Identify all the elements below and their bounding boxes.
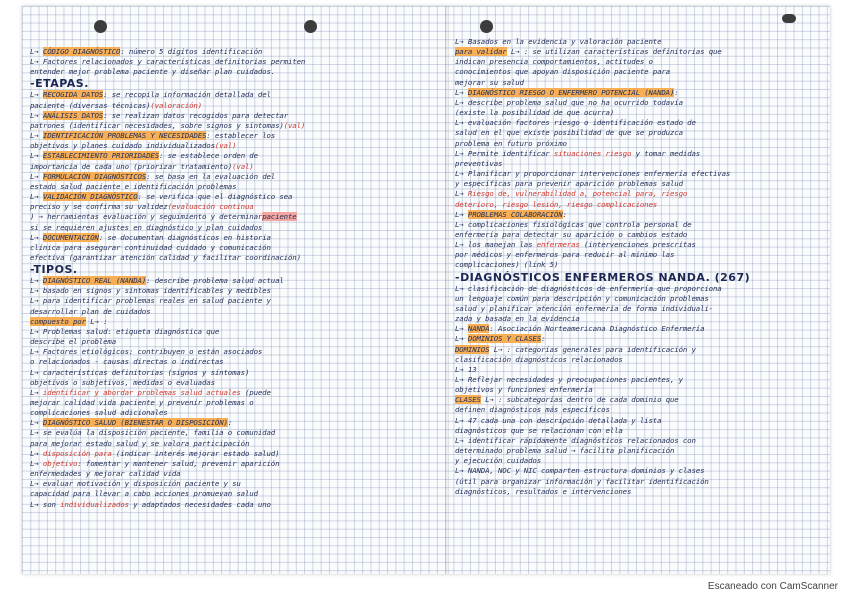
line-text: (intervenciones prescritas — [579, 240, 696, 250]
line-text: y ejecución cuidados — [455, 456, 541, 466]
line-text: salud en el que existe posibilidad de que se produzca — [455, 128, 683, 138]
notebook-sheet — [22, 6, 830, 574]
note-line — [455, 385, 825, 395]
note-line — [30, 388, 434, 398]
note-line — [455, 98, 825, 108]
line-text: : subcategorías dentro de cada dominio que — [498, 395, 679, 405]
line-text: L→ — [85, 316, 104, 326]
line-text: paciente (diversas técnicas) — [30, 100, 151, 110]
note-line — [455, 365, 825, 375]
note-line — [30, 500, 434, 510]
line-text: : — [541, 334, 546, 344]
note-line — [455, 149, 825, 159]
note-line — [455, 67, 825, 77]
arrow-prefix: L→ — [455, 334, 468, 344]
note-line — [455, 466, 825, 476]
arrow-prefix: L→ — [455, 87, 468, 97]
line-text: y adaptados necesidades cada uno — [128, 499, 271, 509]
note-line — [455, 159, 825, 169]
line-text: : se recopila información detallada del — [103, 90, 271, 100]
line-text: (puede — [240, 387, 271, 397]
note-line — [455, 260, 825, 270]
line-text: importancia de cada uno (priorizar tratamiento) — [30, 161, 233, 171]
red-ink-text: disposición para — [42, 448, 112, 458]
line-text: L→ 13 — [455, 364, 477, 374]
note-line — [30, 317, 434, 327]
note-line — [455, 345, 825, 355]
binder-hole — [94, 20, 107, 33]
note-line — [30, 101, 434, 111]
note-line — [455, 169, 825, 179]
note-line — [30, 418, 434, 428]
line-text: L→ para identificar problemas reales en salud paciente y — [30, 296, 271, 306]
note-line — [30, 307, 434, 317]
section-heading: -ETAPAS. — [30, 77, 89, 91]
highlighted-term: CÓDIGO DIAGNÓSTICO — [42, 47, 121, 56]
note-line — [30, 111, 434, 121]
line-text: L→ clasificación de diagnósticos de enfermería que proporciona — [455, 283, 722, 293]
note-line — [455, 294, 825, 304]
right-page — [455, 37, 825, 497]
note-line — [30, 90, 434, 100]
line-text: L→ — [506, 47, 524, 57]
arrow-prefix: L→ — [30, 276, 43, 286]
highlighted-term: DIAGNÓSTICO SALUD (BIENESTAR O DISPOSICIÓN) — [42, 418, 228, 428]
line-text: : se verifica que el diagnóstico sea — [137, 192, 293, 202]
note-line — [30, 378, 434, 388]
note-line — [30, 172, 434, 182]
arrow-prefix: L→ — [30, 47, 43, 56]
line-text: (existe la posibilidad de que ocurra) — [455, 108, 615, 118]
binder-hole — [480, 20, 493, 33]
red-ink-text: (val) — [232, 161, 254, 171]
note-line — [455, 284, 825, 294]
line-text: L→ — [30, 387, 43, 397]
highlighted-term: NANDA — [467, 324, 490, 334]
note-line — [30, 337, 434, 347]
line-text: patrones (identificar necesidades, sobre signos y síntomas) — [30, 120, 284, 130]
line-text: L→ son — [30, 499, 61, 509]
note-line — [30, 141, 434, 151]
note-line — [455, 220, 825, 230]
note-line — [455, 179, 825, 189]
arrow-prefix: L→ — [455, 324, 468, 334]
line-text: L→ los manejan las — [455, 240, 537, 250]
note-line — [455, 405, 825, 415]
line-text: : — [674, 87, 679, 97]
line-text: efectiva (garantizar atención calidad y facilitar coordinación) — [30, 252, 301, 262]
line-text: L→ — [30, 448, 43, 458]
note-line — [30, 202, 434, 212]
note-line — [30, 192, 434, 202]
line-text: problema en futuro próximo — [455, 138, 567, 148]
note-line — [30, 233, 434, 243]
line-text: : categorías generales para identificación y — [506, 344, 696, 354]
line-text: L→ Permite identificar — [455, 148, 554, 158]
note-line — [30, 212, 434, 222]
red-ink-text: (valoración) — [150, 100, 202, 110]
line-text: : establecer los — [206, 131, 276, 141]
note-line — [455, 118, 825, 128]
note-line — [455, 57, 825, 67]
note-line — [30, 162, 434, 172]
line-text: (útil para organizar información y facilitar identificación — [455, 476, 709, 486]
highlighted-term: DOCUMENTACIÓN — [42, 232, 99, 242]
line-text: L→ Planificar y proporcionar intervenciones enfermería efectivas — [455, 169, 731, 179]
note-line — [455, 78, 825, 88]
highlighted-term: DOMINIOS — [455, 344, 490, 354]
arrow-prefix: L→ — [30, 418, 43, 428]
note-line — [30, 469, 434, 479]
line-text: diagnósticos que se relacionan con ella — [455, 425, 623, 435]
binder-hole — [782, 14, 796, 23]
red-ink-text: Riesgo de, vulnerabilidad a, potencial para, riesgo — [467, 189, 688, 199]
line-text: enfermedades y mejorar calidad vida — [30, 469, 181, 479]
note-line — [455, 487, 825, 497]
note-line — [30, 449, 434, 459]
red-ink-text: enfermeras — [536, 240, 580, 250]
line-text: describe el problema — [30, 337, 116, 347]
line-text: para mejorar estado salud y se valora participación — [30, 438, 250, 448]
line-text: si se requieren ajustes en diagnóstico y plan cuidados — [30, 222, 263, 232]
highlighted-term: DIAGNÓSTICO REAL (NANDA) — [42, 276, 147, 286]
note-line — [455, 375, 825, 385]
line-text: capacidad para llevar a cabo acciones promuevan salud — [30, 489, 258, 499]
red-ink-text: deterioro, riesgo lesión, riesgo complicaciones — [455, 199, 658, 209]
line-text: : Asociación Norteamericana Diagnóstico Enfermería — [489, 324, 705, 334]
line-text: : se utilizan características definitorias que — [523, 47, 722, 57]
line-text: complicaciones) (link 5) — [455, 260, 559, 270]
line-text: mejorar calidad vida paciente y prevenir problemas o — [30, 398, 254, 407]
line-text: estado salud paciente e identificación problemas — [30, 181, 237, 191]
note-line — [455, 426, 825, 436]
highlighted-term: para validar — [455, 47, 507, 57]
note-line — [455, 88, 825, 98]
line-text: definen diagnósticos más específicos — [455, 405, 610, 415]
line-text: : — [562, 209, 567, 219]
arrow-prefix: L→ — [30, 192, 43, 202]
red-ink-text: (val) — [283, 120, 306, 130]
note-line — [455, 355, 825, 365]
section-heading: -TIPOS. — [30, 263, 78, 277]
red-ink-text: individualizados — [60, 499, 129, 509]
note-line — [30, 296, 434, 306]
note-line — [455, 47, 825, 57]
note-line — [30, 398, 434, 408]
note-line — [30, 223, 434, 233]
line-text: indican presencia comportamientos, actitudes o — [455, 57, 653, 67]
line-text: : se basa en la evaluación del — [146, 171, 276, 181]
line-text: L→ — [489, 344, 507, 354]
note-line — [30, 47, 434, 57]
note-line — [30, 459, 434, 469]
line-text: L→ Reflejar necesidades y preocupaciones pacientes, y — [455, 375, 683, 384]
line-text: L→ Factores etiológicos: contribuyen o están asociados — [30, 347, 263, 357]
note-line — [455, 240, 825, 250]
line-text: : se realizan datos recogidos para detectar — [103, 110, 288, 120]
highlighted-term: DIAGNÓSTICO RIESGO O ENFERMERO POTENCIAL (NANDA) — [467, 87, 675, 97]
scanner-watermark: Escaneado con CamScanner — [707, 581, 838, 592]
line-text: : fomentar y mantener salud, prevenir aparición — [77, 458, 280, 468]
line-text: (indicar interés mejorar estado salud) — [111, 448, 280, 458]
note-line — [30, 57, 434, 67]
note-line — [455, 200, 825, 210]
note-line — [455, 230, 825, 240]
note-line — [30, 408, 434, 418]
note-line — [30, 286, 434, 296]
highlighted-term: ESTABLECIMIENTO PRIORIDADES — [42, 151, 159, 161]
note-line — [30, 357, 434, 367]
note-line — [30, 489, 434, 499]
line-text: : describe problema salud actual — [146, 276, 284, 286]
line-text: zada y basada en la evidencia — [455, 314, 580, 324]
line-text: L→ describe problema salud que no ha ocurrido todavía — [455, 97, 683, 107]
line-text: L→ características definitorias (signos y síntomas) — [30, 367, 250, 377]
line-text: y tomar medidas — [631, 148, 701, 158]
highlighted-term: paciente — [262, 212, 297, 222]
arrow-prefix: L→ — [455, 209, 468, 219]
line-text: y específicas para prevenir aparición problemas salud — [455, 179, 683, 189]
note-line — [455, 139, 825, 149]
line-text: conocimientos que apoyan disposición paciente para — [455, 67, 670, 77]
line-text: entender mejor problema paciente y diseñar plan cuidados. — [30, 67, 276, 77]
line-text: : — [227, 418, 233, 428]
highlighted-term: DOMINIOS Y CLASES — [467, 334, 541, 344]
line-text: objetivos o subjetivos, medidas o evaluadas — [30, 377, 215, 387]
section-heading: -DIAGNÓSTICOS ENFERMEROS NANDA. (267) — [455, 270, 751, 284]
line-text: L→ — [455, 189, 468, 199]
line-text: objetivos y planes cuidado individualizados — [30, 141, 215, 151]
highlighted-term: VALIDACIÓN DIAGNÓSTICO — [42, 192, 138, 202]
note-line — [30, 67, 434, 77]
note-line — [455, 477, 825, 487]
line-text: diagnósticos, resultados e intervenciones — [455, 486, 632, 496]
note-line — [455, 210, 825, 220]
note-line — [30, 131, 434, 141]
note-line — [30, 439, 434, 449]
line-text: por médicos y enfermeros para reducir al mínimo las — [455, 250, 675, 260]
line-text: objetivos y funciones enfermería — [455, 385, 593, 395]
note-line — [30, 428, 434, 438]
line-text: : — [103, 316, 108, 326]
line-text: L→ Factores relacionados y características definitorias permiten — [30, 57, 306, 67]
note-line — [30, 253, 434, 263]
note-line — [455, 446, 825, 456]
red-ink-text: (evaluación continua — [167, 202, 254, 212]
line-text: L→ NANDA, NOC y NIC comparten estructura dominios y clases — [455, 466, 705, 476]
arrow-prefix: L→ — [30, 90, 43, 100]
note-line — [455, 416, 825, 426]
line-text: L→ Basados en la evidencia y valoración paciente — [455, 37, 662, 46]
highlighted-term: CLASES — [455, 395, 481, 405]
line-text: L→ se evalúa la disposición paciente, familia o comunidad — [30, 428, 276, 438]
line-text: L→ — [480, 395, 499, 405]
red-ink-text: (val) — [214, 141, 237, 151]
note-line — [30, 276, 434, 286]
note-line — [455, 250, 825, 260]
line-text: preciso y se confirma su validez — [30, 202, 168, 212]
note-line — [455, 314, 825, 324]
note-line — [455, 324, 825, 334]
note-line — [455, 37, 825, 47]
note-line — [30, 368, 434, 378]
binder-hole — [304, 20, 317, 33]
line-text: L→ basado en signos y síntomas identificables y medibles — [30, 286, 271, 296]
arrow-prefix: L→ — [30, 232, 43, 242]
red-ink-text: situaciones riesgo — [553, 148, 632, 158]
highlighted-term: compuesto por — [30, 316, 86, 326]
note-line — [30, 151, 434, 161]
line-text: L→ 47 cada una con descripción detallada y lista — [455, 415, 662, 425]
note-line — [455, 334, 825, 344]
line-text: ) → herramientas evaluación y seguimiento y determinar — [30, 212, 263, 222]
line-text: : se documentan diagnósticos en historia — [98, 232, 271, 242]
note-line — [455, 108, 825, 118]
note-line — [30, 243, 434, 253]
line-text: complicaciones salud adicionales — [30, 408, 168, 418]
line-text: L→ evaluar motivación y disposición paciente y su — [30, 479, 241, 489]
arrow-prefix: L→ — [30, 171, 43, 181]
red-ink-text: identificar y abordar problemas salud actuales — [42, 387, 241, 397]
arrow-prefix: L→ — [30, 110, 43, 120]
line-text: L→ evaluación factores riesgo o identificación estado de — [455, 118, 696, 128]
line-text: desarrollar plan de cuidados — [30, 306, 151, 316]
note-line — [455, 436, 825, 446]
line-text: L→ complicaciones fisiológicas que controla personal de — [455, 219, 692, 229]
line-text: L→ identificar rápidamente diagnósticos relacionados con — [455, 435, 696, 445]
note-line — [30, 479, 434, 489]
line-text: : número 5 dígitos identificación — [120, 47, 263, 56]
note-line — [30, 121, 434, 131]
note-line — [30, 182, 434, 192]
arrow-prefix: L→ — [30, 131, 43, 141]
line-text: L→ Problemas salud: etiqueta diagnóstica que — [30, 326, 220, 336]
note-line — [455, 189, 825, 199]
line-text: enfermería para detectar su aparición o cambios estado — [455, 229, 688, 239]
line-text: salud y planificar atención enfermería de forma individuali- — [455, 303, 713, 313]
note-line — [455, 128, 825, 138]
line-text: L→ — [30, 458, 43, 468]
line-text: determinado problema salud → facilita planificación — [455, 446, 675, 456]
highlighted-term: FORMULACIÓN DIAGNÓSTICOS — [42, 171, 147, 181]
arrow-prefix: L→ — [30, 151, 43, 161]
line-text: : se establece orden de — [159, 151, 258, 161]
note-line — [30, 327, 434, 337]
highlighted-term: PROBLEMAS COLABORACIÓN — [467, 209, 563, 219]
highlighted-term: RECOGIDA DATOS — [42, 90, 104, 100]
note-line — [455, 395, 825, 405]
line-text: o relacionados - causas directas o indirectas — [30, 357, 224, 367]
note-line — [455, 304, 825, 314]
red-ink-text: objetivo — [42, 458, 78, 468]
line-text: clínica para asegurar continuidad cuidado y comunicación — [30, 242, 271, 252]
highlighted-term: ANÁLISIS DATOS — [42, 110, 104, 120]
note-line — [455, 456, 825, 466]
highlighted-term: IDENTIFICACIÓN PROBLEMAS Y NECESIDADES — [42, 131, 207, 141]
note-line — [30, 347, 434, 357]
line-text: mejorar su salud — [455, 77, 524, 87]
left-page — [30, 47, 434, 510]
page-fold — [445, 6, 449, 574]
line-text: preventivas — [455, 158, 503, 168]
line-text: un lenguaje común para descripción y comunicación problemas — [455, 293, 709, 303]
line-text: clasificación diagnósticos relacionados — [455, 354, 623, 364]
